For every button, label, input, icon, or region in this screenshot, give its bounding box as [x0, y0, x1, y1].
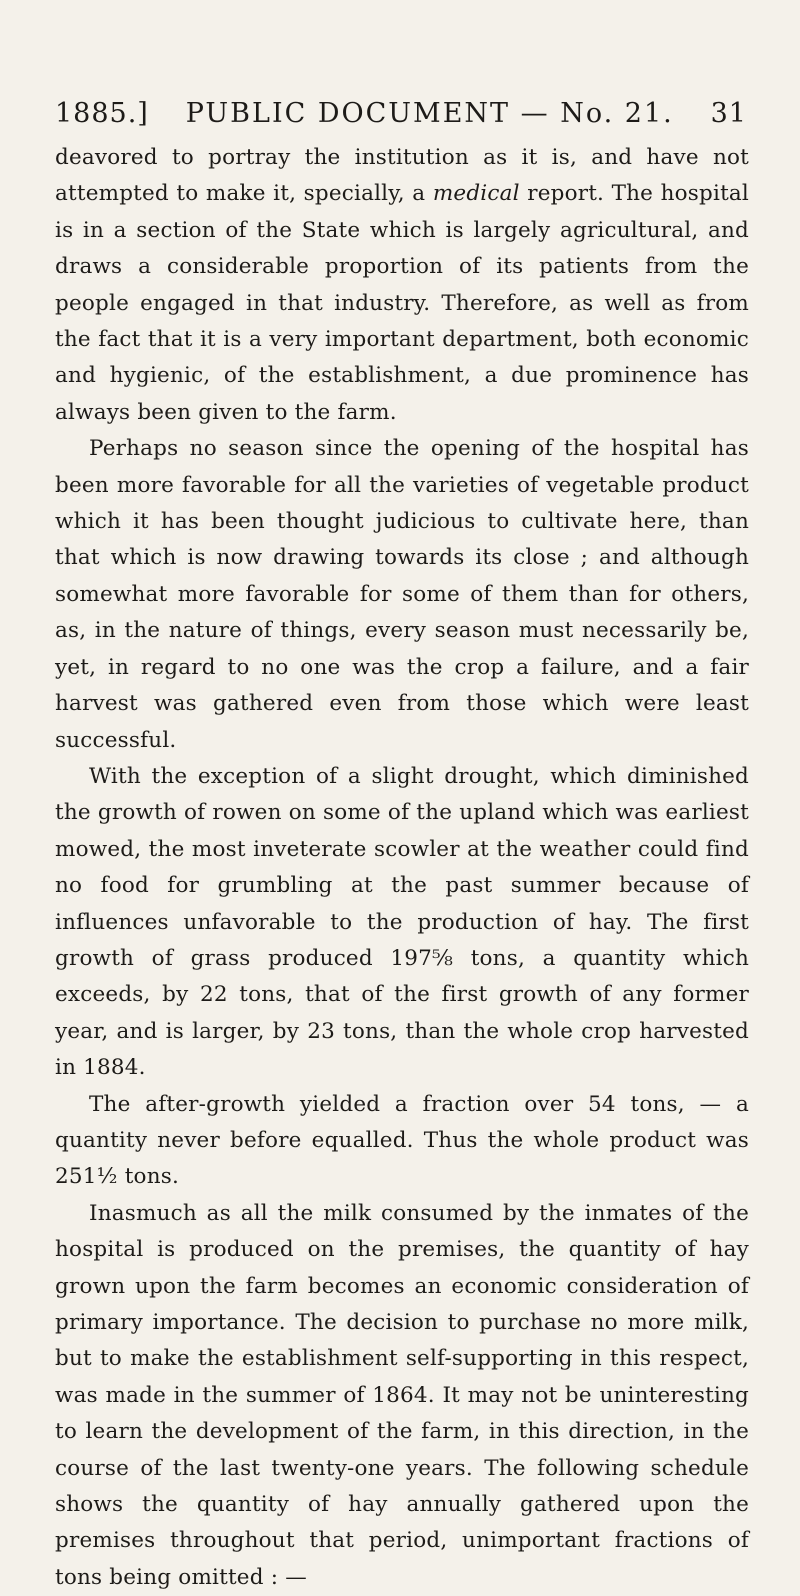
page-number: 31 [710, 98, 747, 129]
header-year: 1885.] [55, 98, 149, 129]
paragraph-1-emphasis: medical [432, 181, 520, 207]
paragraph-2: Perhaps no season since the opening of the hospital has been more favorable for all the varieties of vegetable product which it has been thought judicious to cultivate here, than that which is now drawing towards its close ; and although somewhat more favorable for some of them than for others, as, in the nature of things, every season must necessarily be, yet, in regard to no one was the crop a failure, and a fair harvest was gathered even from those which were least successful. [55, 436, 749, 753]
page-header [55, 98, 747, 138]
body-text [55, 140, 749, 1596]
paragraph-1 [55, 140, 749, 431]
paragraph-1-text-start: deavored to portray the institution as it is, and have not attempted to make it, specially, a [55, 145, 749, 207]
header-title: PUBLIC DOCUMENT — No. 21. [185, 98, 674, 129]
paragraph-1-text-end: report. The hospital is in a section of the State which is largely agricultural, and draws a considerable proportion of its patients from the people engaged in that industry. Therefore, as well as from the fact that it is a very important department, both economic and hygienic, of the establishment, a due prominence has always been given to the farm. [55, 181, 750, 425]
paragraph-5: Inasmuch as all the milk consumed by the inmates of the hospital is produced on the premises, the quantity of hay grown upon the farm becomes an economic consideration of primary importance. The decision to purchase no more milk, but to make the establishment self-supporting in this respect, was made in the summer of 1864. It may not be uninteresting to learn the development of the farm, in this direction, in the course of the last twenty-one years. The following schedule shows the quantity of hay annually gathered upon the premises throughout that period, unimportant fractions of tons being omitted : — [55, 1200, 749, 1590]
paragraph-4: The after-growth yielded a fraction over 54 tons, — a quantity never before equalled. Thus the whole product was 251½ tons. [55, 1091, 749, 1190]
paragraph-3: With the exception of a slight drought, which diminished the growth of rowen on some of the upland which was earliest mowed, the most inveterate scowler at the weather could find no food for grumbling at the past summer because of influences unfavorable to the production of hay. The first growth of grass produced 197⅝ tons, a quantity which exceeds, by 22 tons, that of the first growth of any former year, and is larger, by 23 tons, than the whole crop harvested in 1884. [55, 763, 749, 1081]
